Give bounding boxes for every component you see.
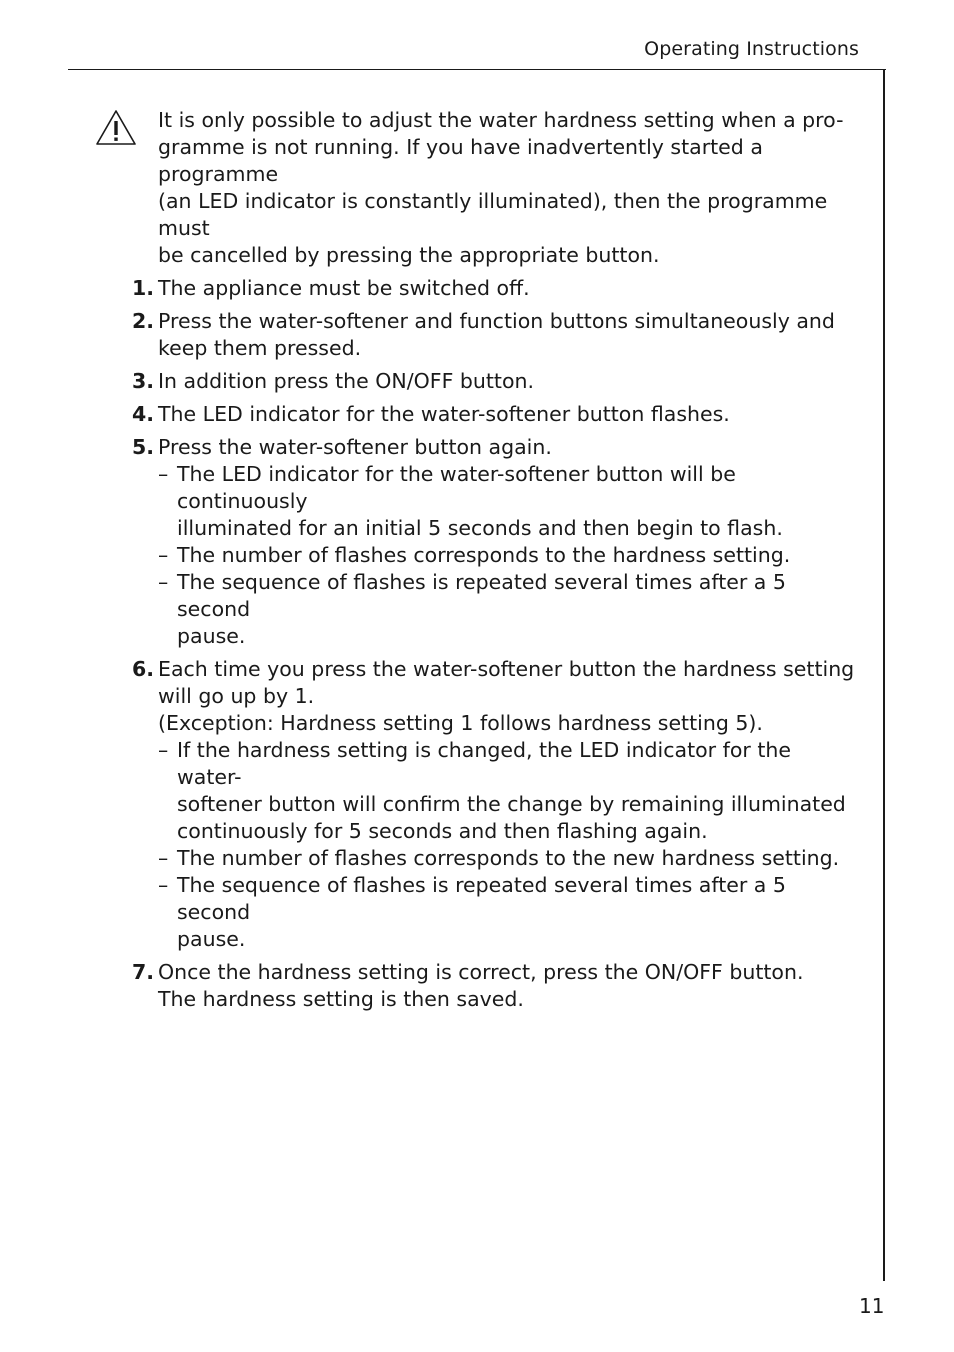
dash-bullet: – [158,873,169,897]
sub-item [158,845,858,872]
step-number: 6. [132,657,155,681]
step-text: Once the hardness setting is correct, press the ON/OFF button. [158,960,804,984]
sub-item [158,461,858,542]
dash-bullet: – [158,738,169,762]
sub-item-text: pause. [177,624,246,648]
page-number: 11 [859,1294,885,1318]
step-3 [132,368,858,395]
margin-rule [883,69,885,1281]
sub-item-text: If the hardness setting is changed, the LED indicator for the water- [177,738,791,789]
step-text: The hardness setting is then saved. [158,987,524,1011]
step-text: In addition press the ON/OFF button. [158,369,535,393]
step-number: 3. [132,369,155,393]
warning-line: (an LED indicator is constantly illuminated), then the programme must [158,189,828,240]
step-6-sublist [158,737,858,953]
sub-item [158,872,858,953]
instructions-content [132,107,858,1019]
step-text: keep them pressed. [158,336,362,360]
sub-item-text: illuminated for an initial 5 seconds and then begin to flash. [177,516,783,540]
sub-item [158,542,858,569]
warning-text [158,107,858,269]
step-5 [132,434,858,650]
step-7 [132,959,858,1013]
dash-bullet: – [158,543,169,567]
warning-line: It is only possible to adjust the water hardness setting when a pro- [158,108,844,132]
step-number: 4. [132,402,155,426]
step-number: 5. [132,435,155,459]
step-6 [132,656,858,953]
sub-item-text: continuously for 5 seconds and then flashing again. [177,819,708,843]
step-number: 7. [132,960,155,984]
step-text: The LED indicator for the water-softener button flashes. [158,402,730,426]
step-number: 2. [132,309,155,333]
step-2 [132,308,858,362]
warning-triangle-icon [94,108,138,148]
step-1 [132,275,858,302]
step-text: will go up by 1. [158,684,315,708]
sub-item [158,569,858,650]
step-number: 1. [132,276,155,300]
step-text: Press the water-softener button again. [158,435,552,459]
step-text: Press the water-softener and function buttons simultaneously and [158,309,835,333]
sub-item [158,737,858,845]
dash-bullet: – [158,462,169,486]
header-rule [68,69,886,70]
sub-item-text: The sequence of flashes is repeated several times after a 5 second [177,570,786,621]
step-5-sublist [158,461,858,650]
sub-item-text: softener button will confirm the change by remaining illuminated [177,792,846,816]
sub-item-text: pause. [177,927,246,951]
step-text: The appliance must be switched off. [158,276,530,300]
step-4 [132,401,858,428]
sub-item-text: The number of flashes corresponds to the new hardness setting. [177,846,840,870]
dash-bullet: – [158,846,169,870]
dash-bullet: – [158,570,169,594]
page-header-title: Operating Instructions [644,38,859,60]
step-text: Each time you press the water-softener button the hardness setting [158,657,855,681]
sub-item-text: The number of flashes corresponds to the hardness setting. [177,543,791,567]
warning-line: gramme is not running. If you have inadvertently started a programme [158,135,763,186]
step-text: (Exception: Hardness setting 1 follows hardness setting 5). [158,711,763,735]
steps-list [132,275,858,1013]
sub-item-text: The LED indicator for the water-softener button will be continuously [177,462,736,513]
warning-line: be cancelled by pressing the appropriate button. [158,243,660,267]
sub-item-text: The sequence of flashes is repeated several times after a 5 second [177,873,786,924]
